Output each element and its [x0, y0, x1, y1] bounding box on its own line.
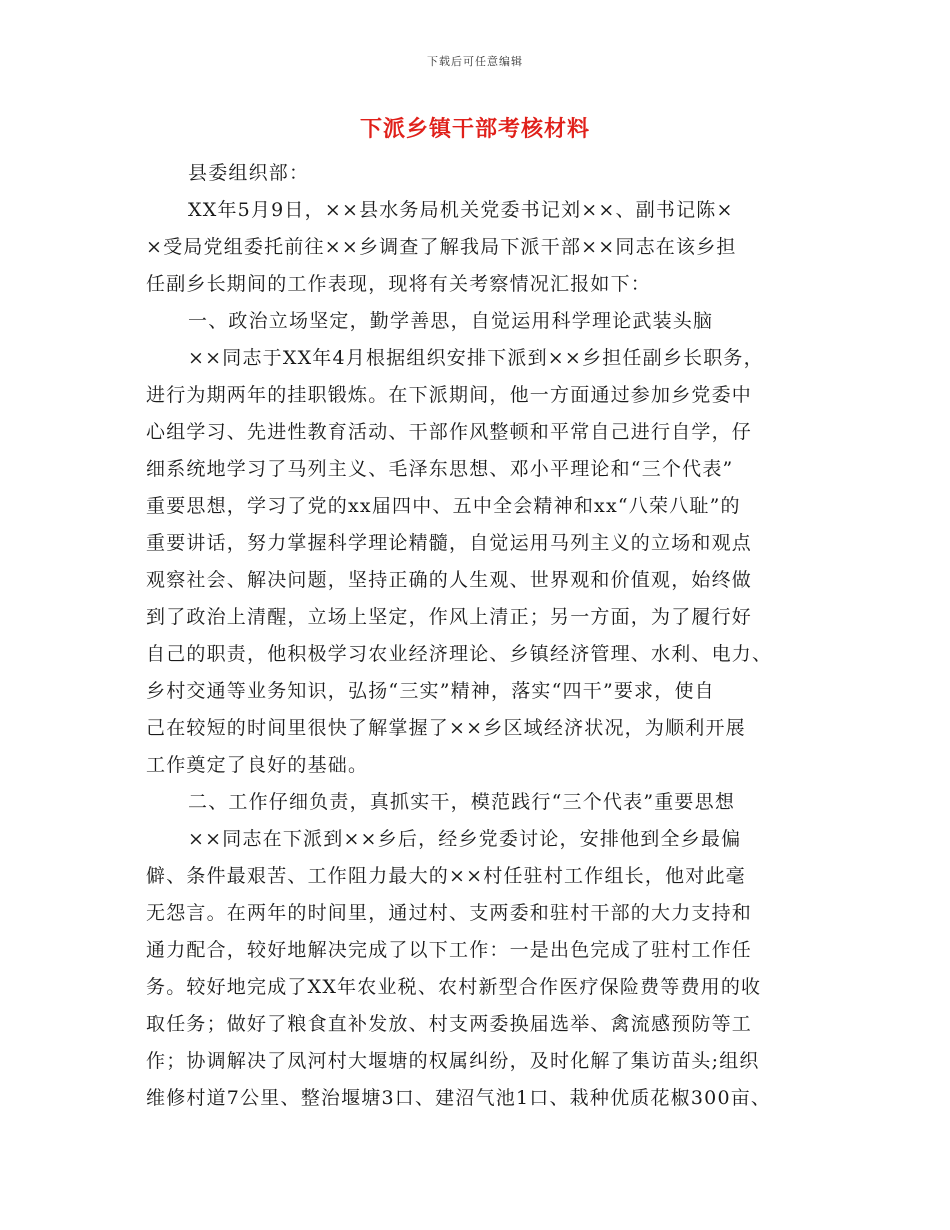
- body-line: ××同志在下派到××乡后，经乡党委讨论，安排他到全乡最偏: [188, 828, 742, 850]
- body-line: 作；协调解决了凤河村大堰塘的权属纠纷，及时化解了集访苗头;组织: [146, 1050, 760, 1072]
- body-line: ××同志于XX年4月根据组织安排下派到××乡担任副乡长职务，: [188, 347, 764, 369]
- body-line: 重要讲话，努力掌握科学理论精髓，自觉运用马列主义的立场和观点: [146, 532, 753, 554]
- body-line: 任副乡长期间的工作表现，现将有关考察情况汇报如下：: [146, 273, 652, 295]
- body-line: 工作奠定了良好的基础。: [146, 754, 369, 776]
- body-line: 无怨言。在两年的时间里，通过村、支两委和驻村干部的大力支持和: [146, 902, 753, 924]
- body-line: 僻、条件最艰苦、工作阻力最大的××村任驻村工作组长，他对此毫: [146, 865, 746, 887]
- body-line: 到了政治上清醒，立场上坚定，作风上清正；另一方面，为了履行好: [146, 606, 753, 628]
- document-body: [146, 155, 826, 1117]
- body-line: 心组学习、先进性教育活动、干部作风整顿和平常自己进行自学，仔: [146, 421, 753, 443]
- body-line: 县委组织部：: [188, 162, 310, 184]
- body-line: 二、工作仔细负责，真抓实干，模范践行“三个代表”重要思想: [188, 791, 736, 813]
- body-line: 自己的职责，他积极学习农业经济理论、乡镇经济管理、水利、电力、: [146, 643, 773, 665]
- document-title: 下派乡镇干部考核材料: [359, 116, 590, 142]
- body-line: 进行为期两年的挂职锻炼。在下派期间，他一方面通过参加乡党委中: [146, 384, 753, 406]
- body-line: 观察社会、解决问题，坚持正确的人生观、世界观和价值观，始终做: [146, 569, 753, 591]
- body-line: XX年5月9日，××县水务局机关党委书记刘××、副书记陈×: [188, 199, 734, 221]
- body-line: ×受局党组委托前往××乡调查了解我局下派干部××同志在该乡担: [146, 236, 737, 258]
- body-line: 细系统地学习了马列主义、毛泽东思想、邓小平理论和“三个代表”: [146, 458, 734, 480]
- body-line: 取任务；做好了粮食直补发放、村支两委换届选举、禽流感预防等工: [146, 1013, 753, 1035]
- body-line: 乡村交通等业务知识，弘扬“三实”精神，落实“四干”要求，使自: [146, 680, 715, 702]
- body-line: 己在较短的时间里很快了解掌握了××乡区域经济状况，为顺利开展: [146, 717, 746, 739]
- body-line: 重要思想，学习了党的xx届四中、五中全会精神和xx“八荣八耻”的: [146, 495, 741, 517]
- page-header-note: 下载后可任意编辑: [427, 55, 523, 68]
- body-line: 通力配合，较好地解决完成了以下工作：一是出色完成了驻村工作任: [146, 939, 753, 961]
- body-line: 务。较好地完成了XX年农业税、农村新型合作医疗保险费等费用的收: [146, 976, 762, 998]
- body-line: 维修村道7公里、整治堰塘3口、建沼气池1口、栽种优质花椒300亩、: [146, 1087, 772, 1109]
- body-line: 一、政治立场坚定，勤学善思，自觉运用科学理论武装头脑: [188, 310, 714, 332]
